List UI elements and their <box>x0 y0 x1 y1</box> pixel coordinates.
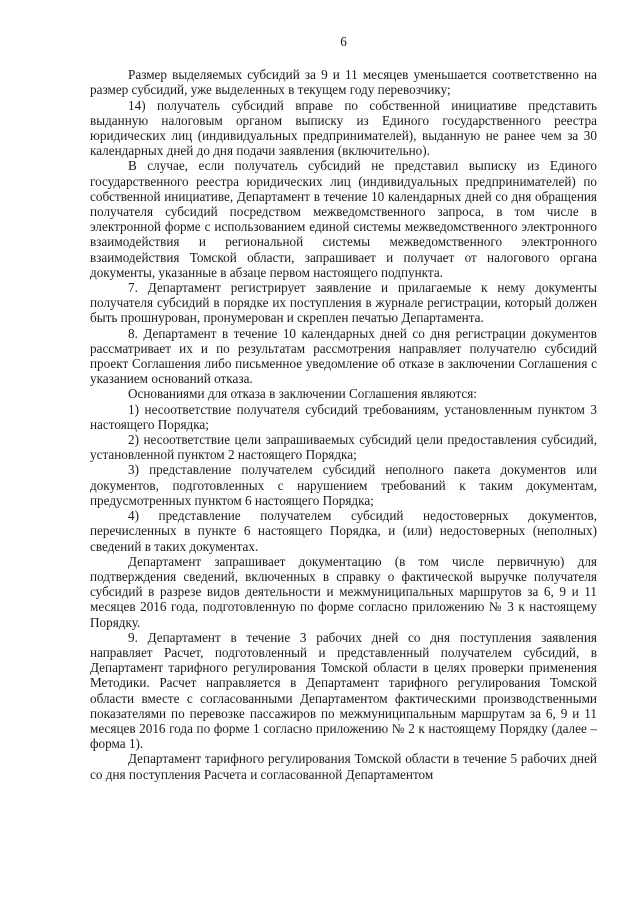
page-number: 6 <box>340 34 347 49</box>
paragraph-ground-3: 3) представление получателем субсидий неполного пакета документов или документов, подготовленных с нарушением требований к таким документам, предусмотренных пунктом 6 настоящего Порядка; <box>90 462 597 508</box>
paragraph-item-8: 8. Департамент в течение 10 календарных дней со дня регистрации документов рассматривает их и по результатам рассмотрения направляет получателю субсидий проект Соглашения либо письменное уведомление об отказе в заключении Соглашения с указанием оснований отказа. <box>90 325 597 387</box>
paragraph-item-14: 14) получатель субсидий вправе по собственной инициативе представить выданную налоговым органом выписку из Единого государственного реестра юридических лиц (индивидуальных предпринимателей), выданную не ранее чем за 30 календарных дней до дня подачи заявления (включительно). <box>90 97 597 159</box>
paragraph-ground-1: 1) несоответствие получателя субсидий требованиям, установленным пунктом 3 настоящего Порядка; <box>90 401 597 432</box>
paragraph-refusal-grounds: Основаниями для отказа в заключении Соглашения являются: <box>128 386 477 402</box>
paragraph-ground-4: 4) представление получателем субсидий недостоверных документов, перечисленных в пункте 6 настоящего Порядка, и (или) недостоверных (неполных) сведений в таких документах. <box>90 508 597 554</box>
paragraph-item-9: 9. Департамент в течение 3 рабочих дней со дня поступления заявления направляет Расчет, подготовленный и представленный получателем субсидий, в Департамент тарифного регулирования Томской области в целях проверки применения Методики. Расчет направляется в Департамент тарифного регулирования Томской области вместе с согласованными Департаментом фактическими производственными показателями по перевозке пассажиров по межмуниципальным маршрутам за 6, 9 и 11 месяцев 2016 года по форме 1 согласно приложению № 2 к настоящему Порядку (далее – форма 1). <box>90 629 597 752</box>
document-page <box>90 34 597 782</box>
paragraph-registry-extract: В случае, если получатель субсидий не представил выписку из Единого государственного реестра юридических лиц (индивидуальных предпринимателей) по собственной инициативе, Департамент в течение 10 календарных дней со дня обращения получателя субсидий посредством межведомственного запроса, в том числе в электронной форме с использованием единой системы межведомственного электронного взаимодействия и региональной системы межведомственного электронного взаимодействия Томской области, запрашивает и получает от налогового органа документы, указанные в абзаце первом настоящего подпункта. <box>90 158 597 280</box>
paragraph-item-7: 7. Департамент регистрирует заявление и прилагаемые к нему документы получателя субсидий в порядке их поступления в журнале регистрации, который должен быть прошнурован, пронумерован и скреплен печатью Департамента. <box>90 280 597 326</box>
paragraph-ground-2: 2) несоответствие цели запрашиваемых субсидий цели предоставления субсидий, установленной пунктом 2 настоящего Порядка; <box>90 432 597 463</box>
paragraph-subsidy-size: Размер выделяемых субсидий за 9 и 11 месяцев уменьшается соответственно на размер субсидий, уже выделенных в текущем году перевозчику; <box>90 67 597 98</box>
paragraph-documentation-request: Департамент запрашивает документацию (в том числе первичную) для подтверждения сведений, включенных в справку о фактической выручке получателя субсидий в разрезе видов деятельности и межмуниципальных маршрутов за 6, 9 и 11 месяцев 2016 года, подготовленную по форме согласно приложению № 3 к настоящему Порядку. <box>90 553 597 630</box>
paragraph-tariff-department: Департамент тарифного регулирования Томской области в течение 5 рабочих дней со дня поступления Расчета и согласованной Департаментом <box>90 751 597 782</box>
